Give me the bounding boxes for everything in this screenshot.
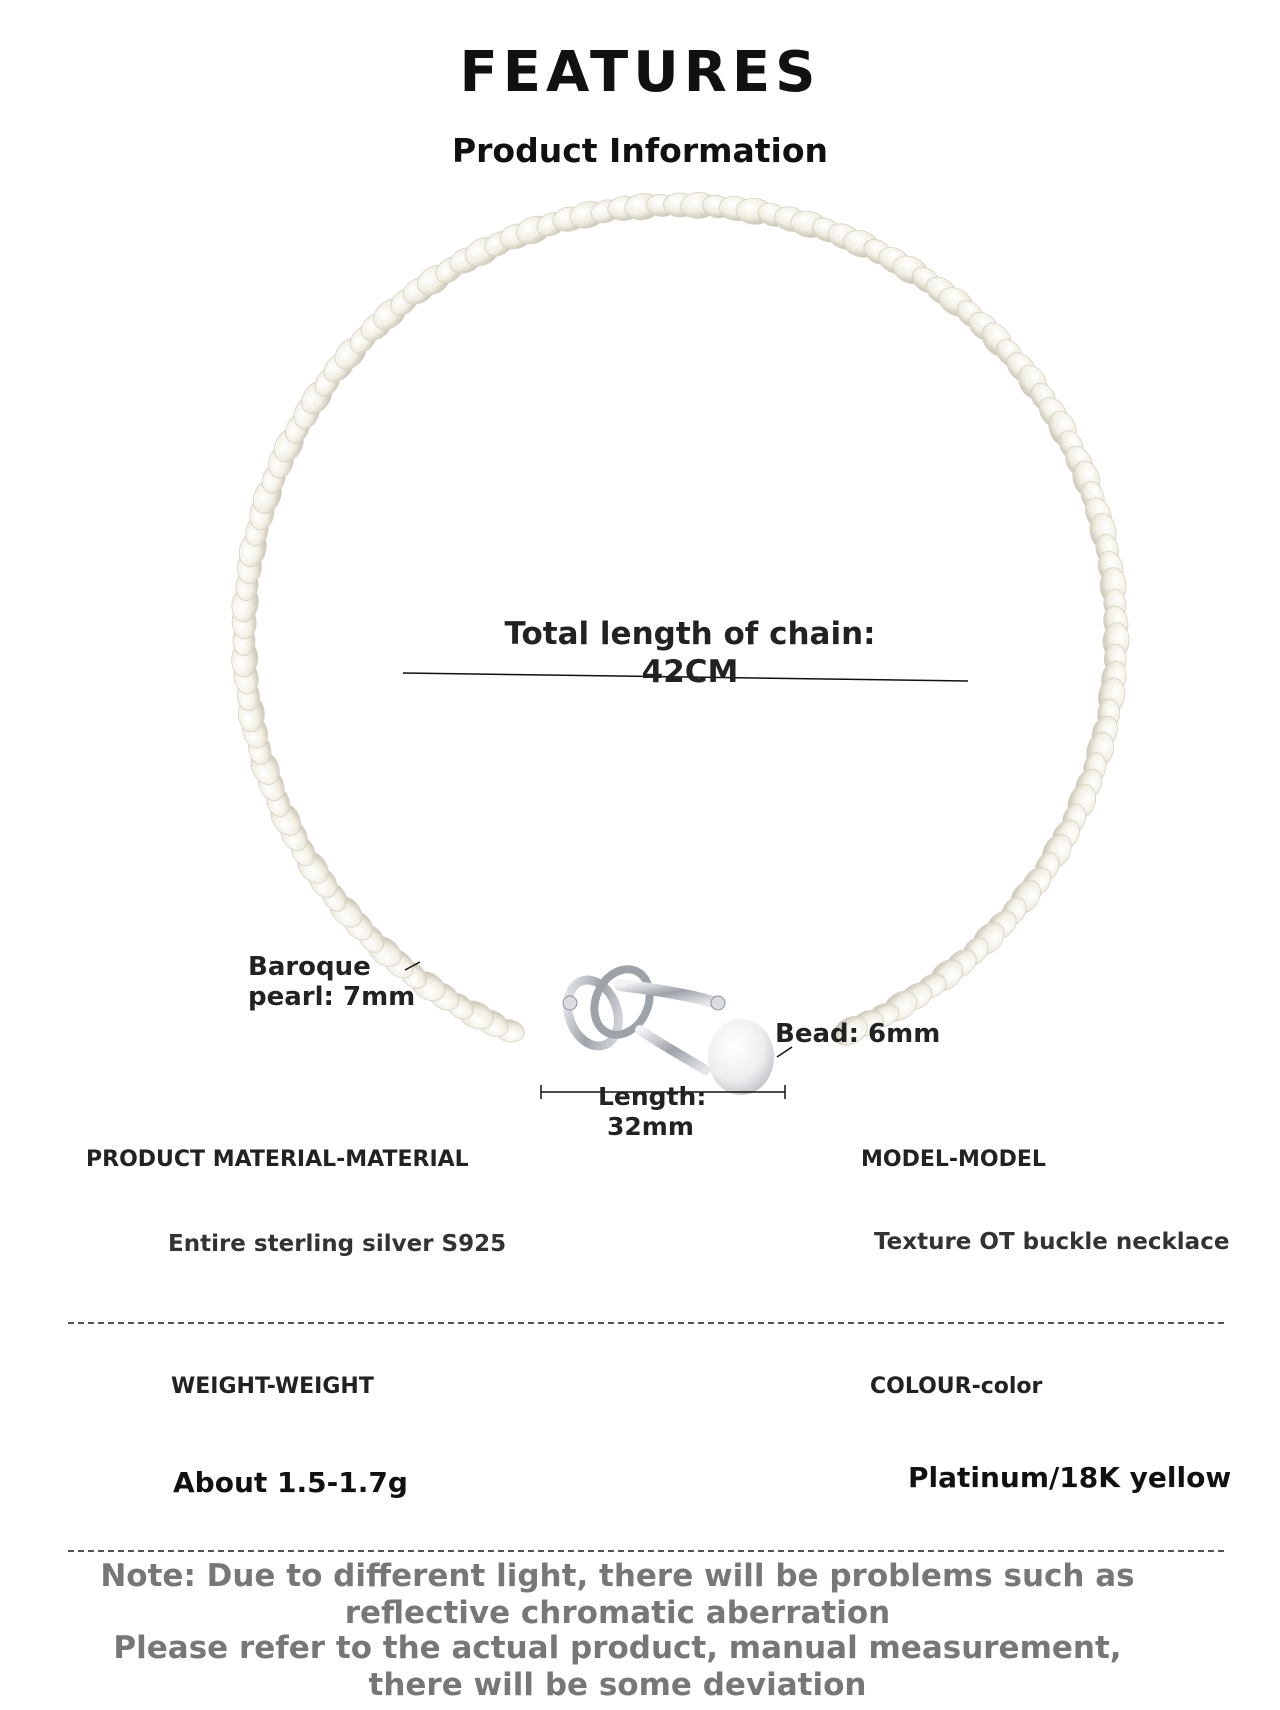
model-value: Texture OT buckle necklace <box>874 1229 1230 1255</box>
clasp <box>559 960 774 1095</box>
divider <box>68 1550 1224 1552</box>
divider <box>68 1322 1224 1324</box>
colour-header: COLOUR-color <box>870 1374 1043 1399</box>
clasp-length-label: Length: <box>598 1082 707 1111</box>
clasp-length-value: 32mm <box>607 1112 694 1141</box>
note-line: Please refer to the actual product, manual measurement, <box>113 1630 1122 1666</box>
page-title: FEATURES <box>459 40 821 105</box>
note-line: there will be some deviation <box>368 1667 867 1703</box>
material-header: PRODUCT MATERIAL-MATERIAL <box>86 1147 469 1172</box>
total-length-label: Total length of chain: <box>504 616 876 652</box>
note-line: Note: Due to different light, there will be problems such as <box>100 1558 1135 1594</box>
note-line: reflective chromatic aberration <box>344 1595 891 1631</box>
total-length-value: 42CM <box>641 654 739 690</box>
page-subtitle: Product Information <box>451 131 829 170</box>
weight-value: About 1.5-1.7g <box>173 1466 408 1499</box>
model-header: MODEL-MODEL <box>861 1147 1046 1172</box>
weight-header: WEIGHT-WEIGHT <box>171 1374 374 1399</box>
baroque-pearl-label: Baroque pearl: 7mm <box>248 952 416 1012</box>
pearl-drop <box>708 1019 774 1095</box>
colour-value: Platinum/18K yellow <box>908 1461 1232 1494</box>
material-value: Entire sterling silver S925 <box>168 1231 507 1257</box>
bead-size-label: Bead: 6mm <box>775 1019 941 1049</box>
